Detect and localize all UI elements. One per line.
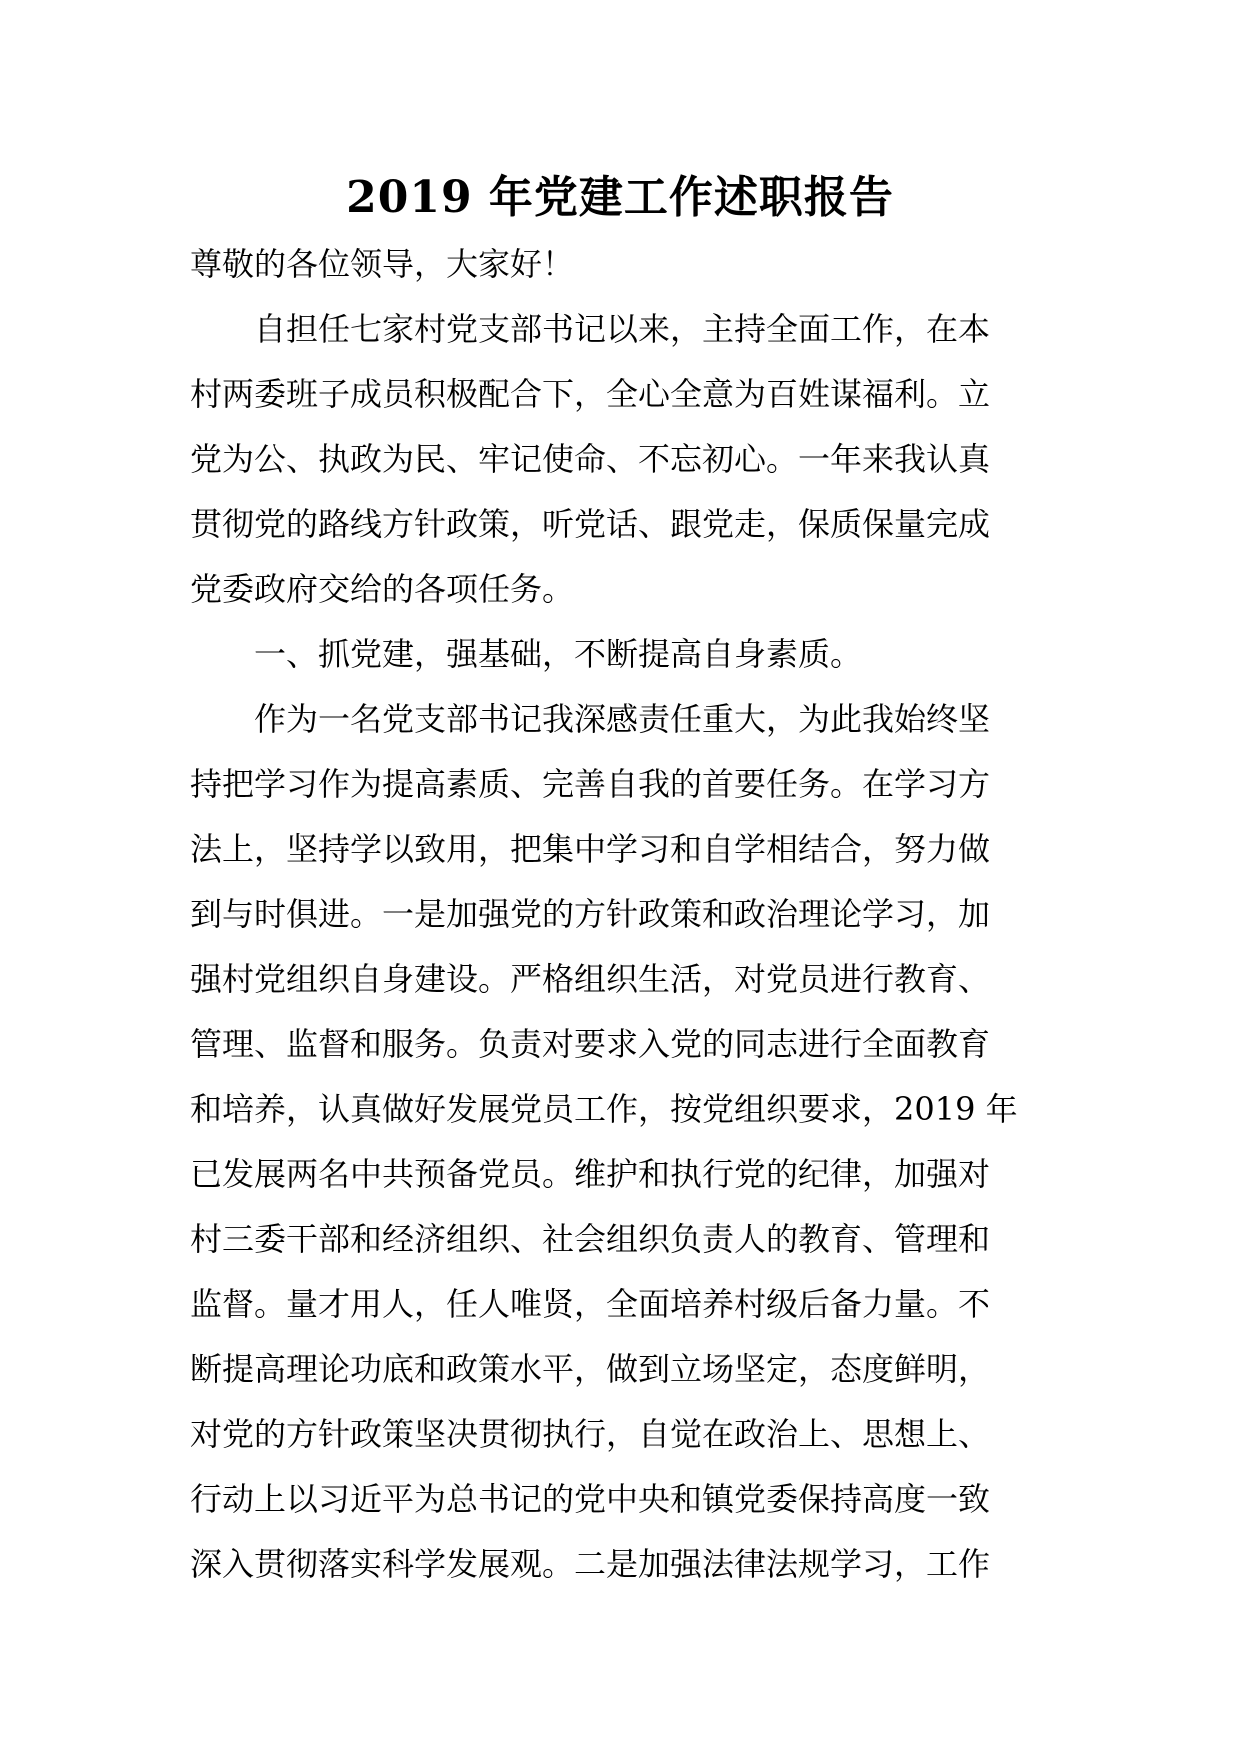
body-line: 村两委班子成员积极配合下，全心全意为百姓谋福利。立 xyxy=(190,375,991,413)
body-line: 党为公、执政为民、牢记使命、不忘初心。一年来我认真 xyxy=(190,440,991,478)
body-line: 持把学习作为提高素质、完善自我的首要任务。在学习方 xyxy=(190,765,991,803)
body-line: 对党的方针政策坚决贯彻执行，自觉在政治上、思想上、 xyxy=(190,1415,991,1453)
body-line: 尊敬的各位领导，大家好！ xyxy=(190,245,575,283)
body-line: 管理、监督和服务。负责对要求入党的同志进行全面教育 xyxy=(190,1025,991,1063)
body-line: 监督。量才用人，任人唯贤，全面培养村级后备力量。不 xyxy=(190,1285,991,1323)
body-line: 行动上以习近平为总书记的党中央和镇党委保持高度一致 xyxy=(190,1480,991,1518)
body-line: 深入贯彻落实科学发展观。二是加强法律法规学习，工作 xyxy=(190,1545,991,1583)
body-line: 党委政府交给的各项任务。 xyxy=(190,570,575,608)
body-line: 已发展两名中共预备党员。维护和执行党的纪律，加强对 xyxy=(190,1155,991,1193)
body-line: 一、抓党建，强基础，不断提高自身素质。 xyxy=(254,635,863,673)
body-line: 作为一名党支部书记我深感责任重大，为此我始终坚 xyxy=(254,700,991,738)
document-title: 2019 年党建工作述职报告 xyxy=(346,172,894,223)
body-line: 和培养，认真做好发展党员工作，按党组织要求，2019 年 xyxy=(190,1090,1018,1128)
body-line: 强村党组织自身建设。严格组织生活，对党员进行教育、 xyxy=(190,960,991,998)
body-line: 村三委干部和经济组织、社会组织负责人的教育、管理和 xyxy=(190,1220,991,1258)
body-line: 断提高理论功底和政策水平，做到立场坚定，态度鲜明， xyxy=(190,1350,991,1388)
document-body xyxy=(190,232,1060,1597)
body-line: 法上，坚持学以致用，把集中学习和自学相结合，努力做 xyxy=(190,830,991,868)
body-line: 到与时俱进。一是加强党的方针政策和政治理论学习，加 xyxy=(190,895,991,933)
body-line: 贯彻党的路线方针政策，听党话、跟党走，保质保量完成 xyxy=(190,505,991,543)
body-line: 自担任七家村党支部书记以来，主持全面工作，在本 xyxy=(254,310,991,348)
